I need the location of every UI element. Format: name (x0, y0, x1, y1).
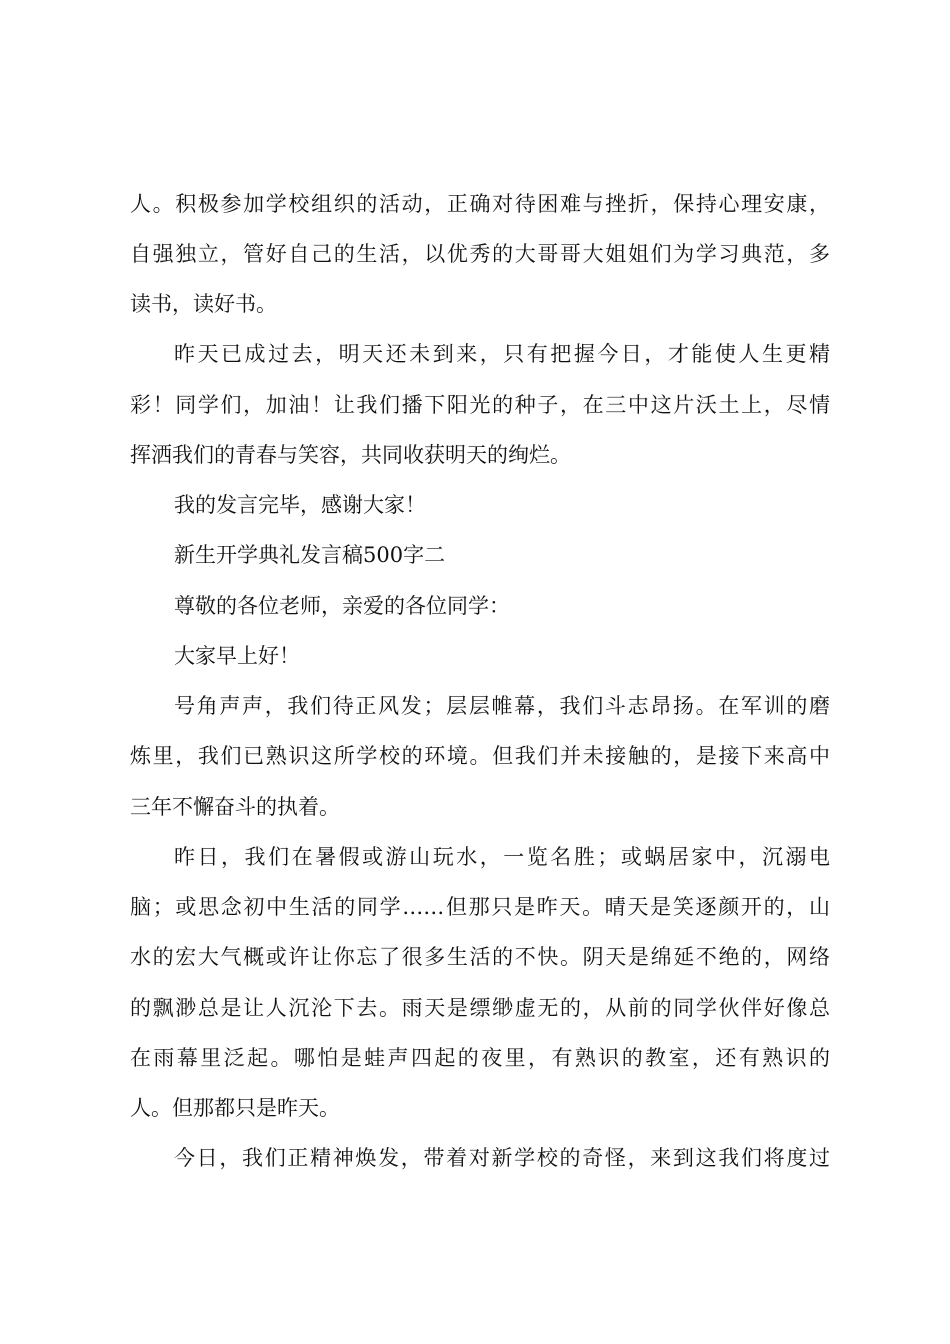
text-line: 彩！同学们，加油！让我们播下阳光的种子，在三中这片沃土上，尽情 (130, 393, 830, 417)
text-line: 昨天已成过去，明天还未到来，只有把握今日，才能使人生更精 (174, 342, 830, 366)
greeting: 大家早上好！ (174, 644, 300, 668)
text-line: 今日，我们正精神焕发，带着对新学校的奇怪，来到这我们将度过 (174, 1146, 830, 1170)
section-heading: 新生开学典礼发言稿500字二 (174, 543, 446, 567)
text-line: 三年不懈奋斗的执着。 (130, 795, 340, 819)
text-line: 读书，读好书。 (130, 292, 277, 316)
text-line: 炼里，我们已熟识这所学校的环境。但我们并未接触的，是接下来高中 (130, 744, 830, 768)
text-line: 人。但那都只是昨天。 (130, 1096, 340, 1120)
text-line: 号角声声，我们待正风发；层层帷幕，我们斗志昂扬。在军训的磨 (174, 694, 830, 718)
text-line: 在雨幕里泛起。哪怕是蛙声四起的夜里，有熟识的教室，还有熟识的 (130, 1046, 830, 1070)
text-line: 的飘渺总是让人沉沦下去。雨天是缥缈虚无的，从前的同学伙伴好像总 (130, 996, 830, 1020)
text-line: 我的发言完毕，感谢大家！ (174, 493, 426, 517)
text-line: 人。积极参加学校组织的活动，正确对待困难与挫折，保持心理安康， (130, 192, 830, 216)
text-line: 脑；或思念初中生活的同学……但那只是昨天。晴天是笑逐颜开的，山 (130, 895, 830, 919)
salutation: 尊敬的各位老师，亲爱的各位同学： (174, 594, 510, 618)
text-line: 昨日，我们在暑假或游山玩水，一览名胜；或蜗居家中，沉溺电 (174, 845, 830, 869)
text-line: 自强独立，管好自己的生活，以优秀的大哥哥大姐姐们为学习典范，多 (130, 242, 830, 266)
text-line: 水的宏大气概或许让你忘了很多生活的不快。阴天是绵延不绝的，网络 (130, 945, 830, 969)
text-line: 挥洒我们的青春与笑容，共同收获明天的绚烂。 (130, 443, 571, 467)
